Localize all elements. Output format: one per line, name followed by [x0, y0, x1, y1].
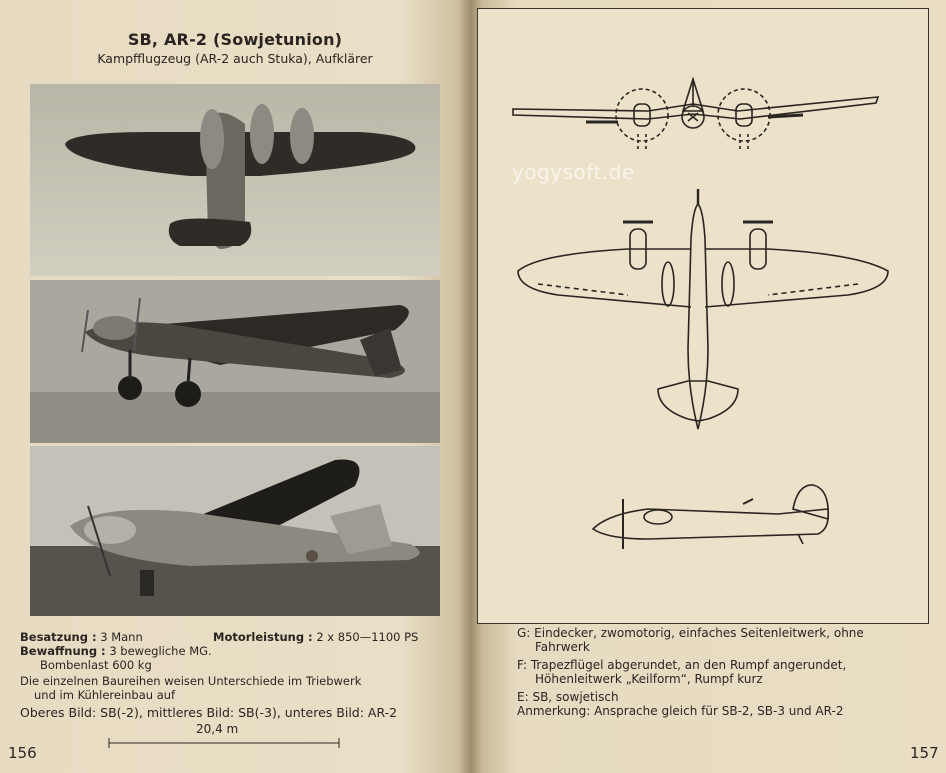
left-page — [0, 0, 470, 773]
remark: Anmerkung: Ansprache gleich für SB-2, SB-3 und AR-2 — [517, 704, 844, 718]
watermark: yogysoft.de — [512, 160, 635, 184]
engine-value: 2 x 850—1100 PS — [316, 630, 419, 644]
armament-value: 3 bewegliche MG. — [109, 644, 212, 658]
g-label: G: — [517, 626, 531, 640]
f-text-1: Trapezflügel abgerundet, an den Rumpf angerundet, — [530, 658, 847, 672]
crew-value: 3 Mann — [100, 630, 143, 644]
front-view-drawing — [513, 79, 878, 149]
photo-captions: Oberes Bild: SB(-2), mittleres Bild: SB(-3), unteres Bild: AR-2 — [20, 705, 398, 720]
three-view-drawing — [477, 8, 929, 624]
e-text: SB, sowjetisch — [532, 690, 619, 704]
photo-bottom-ar2 — [30, 446, 440, 616]
bombload: Bombenlast 600 kg — [40, 658, 152, 672]
page-number-right: 157 — [910, 744, 939, 762]
scale-label: 20,4 m — [196, 722, 239, 736]
page-number-left: 156 — [8, 744, 37, 762]
side-view-drawing — [593, 485, 828, 549]
photo-top-sb2 — [30, 84, 440, 276]
photo-middle-sb3 — [30, 280, 440, 443]
engine-label: Motorleistung : — [213, 630, 313, 644]
armament-label: Bewaffnung : — [20, 644, 106, 658]
e-label: E: — [517, 690, 529, 704]
page-subtitle: Kampfflugzeug (AR-2 auch Stuka), Aufklärer — [97, 51, 373, 66]
page-title: SB, AR-2 (Sowjetunion) — [127, 30, 343, 49]
g-text-1: Eindecker, zwomotorig, einfaches Seitenleitwerk, ohne — [534, 626, 864, 640]
crew-label: Besatzung : — [20, 630, 97, 644]
g-text-2: Fahrwerk — [535, 640, 590, 654]
f-text-2: Höhenleitwerk „Keilform“, Rumpf kurz — [535, 672, 763, 686]
note-line-1: Die einzelnen Baureihen weisen Unterschiede im Triebwerk — [20, 674, 362, 688]
f-label: F: — [517, 658, 528, 672]
top-view-drawing — [518, 189, 888, 429]
note-line-2: und im Kühlereinbau auf — [34, 688, 176, 702]
